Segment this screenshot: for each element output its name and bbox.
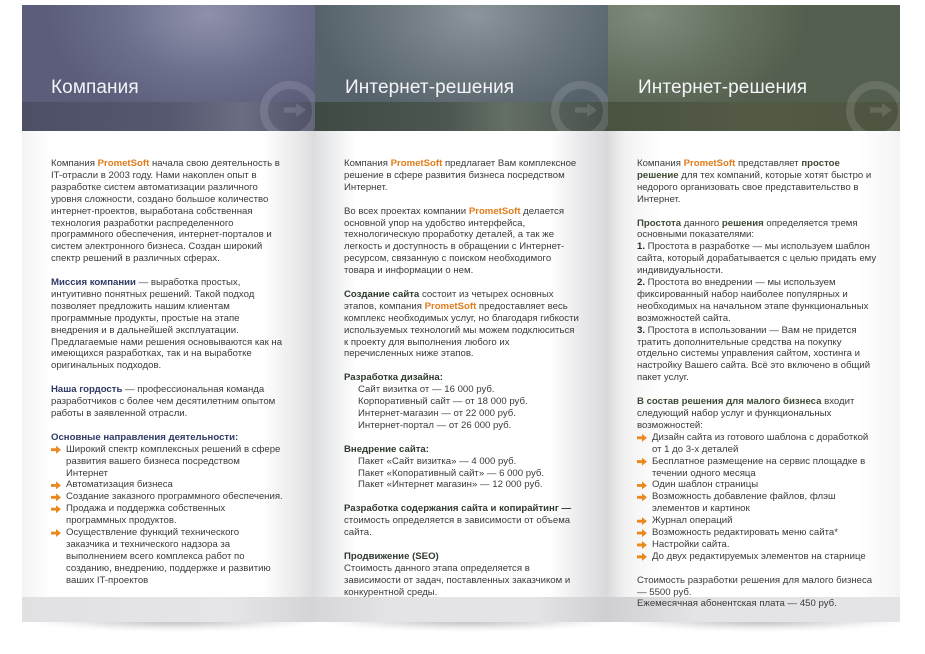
simplicity-label: Простота xyxy=(637,217,682,229)
seo-heading: Продвижение (SEO) xyxy=(344,550,439,562)
text: делается основной упор на удобство интерфейса, технологическую проработку деталей, а так же легкость и доступность в обращении с Интернет-ресурсом, связанную с поиском необходимого товара и информации о нем. xyxy=(344,205,565,277)
arrow-right-icon xyxy=(51,505,61,513)
brand-name: PrometSoft xyxy=(390,158,443,169)
small-business-intro xyxy=(637,396,877,432)
point-number: 3. xyxy=(637,324,646,336)
price-line: Пакет «Интернет магазин» — 12 000 руб. xyxy=(358,479,543,491)
pride-label: Наша гордость xyxy=(51,384,123,396)
panel-footer xyxy=(315,597,608,622)
text: входит следующий набор услуг и функциональных возможностей: xyxy=(637,396,855,431)
panel-header xyxy=(22,5,315,131)
arrow-right-icon xyxy=(637,481,647,489)
text: Настройки сайта. xyxy=(652,538,730,550)
projects-paragraph xyxy=(344,206,579,277)
text: Осуществление функций технического заказчика и технического надзора за выполнением всего комплекса работ по созданию, внедрению, поддержке и развитию ваших IT-проектов xyxy=(66,527,271,586)
list-item xyxy=(637,539,877,551)
pricing-line: Стоимость разработки решения для малого бизнеса — 5500 руб. xyxy=(637,574,873,598)
arrow-right-icon xyxy=(637,493,647,501)
text: Возможность редактировать меню сайта* xyxy=(652,527,838,539)
text: Автоматизация бизнеса xyxy=(66,479,173,491)
text: Дизайн сайта из готового шаблона с доработкой от 1 до 3-х деталей xyxy=(652,431,869,455)
brand-name: PrometSoft xyxy=(683,158,736,169)
list-item xyxy=(51,527,283,587)
seo-text: Стоимость данного этапа определяется в зависимости от задач, поставленных заказчиком и конкурентной среды. xyxy=(344,562,571,598)
brand-name: PrometSoft xyxy=(97,158,150,169)
pricing-line: Ежемесячная абонентская плата — 450 руб. xyxy=(637,598,837,610)
text: определяется тремя основными показателями: xyxy=(637,217,858,241)
small-business-label: В состав решения для малого бизнеса xyxy=(637,396,822,408)
directions-list xyxy=(51,444,283,587)
brochure xyxy=(22,5,904,627)
features-list xyxy=(637,432,877,563)
creation-label: Создание сайта xyxy=(344,288,420,300)
design-heading: Разработка дизайна: xyxy=(344,372,443,384)
list-item xyxy=(51,491,283,503)
point-number: 2. xyxy=(637,277,646,289)
arrow-right-icon xyxy=(51,446,61,454)
panel-internet-solutions xyxy=(315,5,608,622)
simplicity-intro xyxy=(637,218,877,242)
arrow-right-icon xyxy=(51,529,61,537)
arrow-right-icon xyxy=(637,529,647,537)
panel-header xyxy=(608,5,900,131)
text: Простота в разработке — мы используем шаблон сайта, который дорабатывается с целью придать ему индивидуальности. xyxy=(637,241,877,277)
text: Широкий спектр комплексных решений в сфере развития вашего бизнеса посредством Интернет xyxy=(66,443,281,479)
text: начала свою деятельность в IT-отрасли в 2003 году. Нами накоплен опыт в разработке систем автоматизации различного уровня сложности, создано большое количество интернет-проектов, выработана собственная технология разработки распределенного программного обеспечения, интернет-порталов и систем электронного бизнеса. Создан широкий спектр решений в различных сферах. xyxy=(51,158,280,265)
text: Во всех проектах компании xyxy=(344,205,469,217)
arrow-right-icon xyxy=(51,481,61,489)
list-item xyxy=(51,503,283,527)
arrow-right-icon xyxy=(637,553,647,561)
arrow-right-icon xyxy=(637,458,647,466)
arrow-right-icon xyxy=(637,541,647,549)
price-line: Пакет «Копоративный сайт» — 6 000 руб. xyxy=(358,467,545,479)
text: Компания xyxy=(344,158,391,169)
simple-solution-label: простое решение xyxy=(637,158,840,181)
creation-paragraph xyxy=(344,289,579,360)
text: До двух редактируемых элементов на старнице xyxy=(652,550,866,562)
panel-content xyxy=(637,158,877,610)
price-line: Интернет-магазин — от 22 000 руб. xyxy=(358,407,516,419)
panel-header xyxy=(315,5,608,131)
simplicity-point xyxy=(637,241,877,277)
text: Компания xyxy=(637,158,684,169)
panel-content xyxy=(51,158,283,598)
text: Журнал операций xyxy=(652,515,733,527)
list-item xyxy=(637,456,877,480)
panel-footer xyxy=(22,597,315,622)
list-item xyxy=(637,491,877,515)
price-line: Интернет-портал — от 26 000 руб. xyxy=(358,419,512,431)
price-line: Сайт визитка от — 16 000 руб. xyxy=(358,384,495,396)
mission-label: Миссия компании xyxy=(51,277,136,289)
text: Простота в использовании — Вам не придется тратить дополнительные средства на покупку отдельно системы управления сайтом, хостинга и настройку Вашего сайта. Всё это включено в общий пакет услуг. xyxy=(637,324,871,384)
text: — профессиональная команда разработчиков с более чем десятилетним опытом работы в заявленной отрасли. xyxy=(51,384,276,419)
text: Один шаблон страницы xyxy=(652,479,759,491)
price-line: Пакет «Сайт визитка» — 4 000 руб. xyxy=(358,455,517,467)
text: состоит из четырех основных этапов, компания xyxy=(344,288,554,312)
brand-name: PrometSoft xyxy=(424,300,477,312)
list-item xyxy=(637,515,877,527)
panel-content xyxy=(344,158,579,598)
intro-paragraph xyxy=(637,158,877,206)
arrow-right-icon xyxy=(51,493,61,501)
brand-name: PrometSoft xyxy=(468,205,521,217)
text: Продажа и поддержка собственных программных продуктов. xyxy=(66,503,226,527)
panel-title: Компания xyxy=(51,77,139,98)
text: для тех компаний, которые хотят быстро и недорого организовать свое представительство в Интернет. xyxy=(637,169,872,205)
panel-small-business-solution xyxy=(608,5,900,622)
implementation-heading: Внедрение сайта: xyxy=(344,443,429,455)
content-dev-paragraph xyxy=(344,503,579,539)
text: стоимость определяется в зависимости от объема сайта. xyxy=(344,515,571,539)
solution-label: решения xyxy=(721,217,764,229)
simplicity-point xyxy=(637,325,877,385)
text: Возможность добавление файлов, флэш элементов и картинок xyxy=(652,491,836,515)
text: — выработка простых, интуитивно понятных решений. Такой подход позволяет предложить нашим клиентам программные продукты, простые на этапе внедрения и в дальнейшей эксплуатации. Предлагаемые нами решения основываются как на имеющихся разработках, так и на выработке оригинальных подходов. xyxy=(51,277,283,372)
intro-paragraph xyxy=(51,158,283,265)
mission-paragraph xyxy=(51,277,283,372)
panel-title: Интернет-решения xyxy=(638,77,808,98)
list-item xyxy=(637,479,877,491)
arrow-right-icon xyxy=(637,517,647,525)
text: предлагает Вам комплексное решение в сфере развития бизнеса посредством Интернет. xyxy=(344,158,577,193)
intro-paragraph xyxy=(344,158,579,194)
list-item xyxy=(637,527,877,539)
arrow-right-icon xyxy=(637,434,647,442)
text: данного xyxy=(681,217,722,229)
simplicity-point xyxy=(637,277,877,325)
panel-company xyxy=(22,5,315,622)
list-item xyxy=(637,432,877,456)
text: представляет xyxy=(735,158,802,169)
text: предоставляет весь комплекс необходимых услуг, но благодаря гибкости используемых технологий мы можем подклюситься к проекту для выполнения любого их перечисленных ниже этапов. xyxy=(344,300,579,360)
price-line: Корпоративный сайт — от 18 000 руб. xyxy=(358,396,528,408)
text: Бесплатное размещение на сервис площадке в течении одного месяца xyxy=(652,455,866,479)
text: Создание заказного программного обеспечения. xyxy=(66,491,283,503)
text: Компания xyxy=(51,158,98,169)
list-item xyxy=(637,551,877,563)
list-item xyxy=(51,479,283,491)
content-dev-label: Разработка содержания сайта и копирайтинг — xyxy=(344,503,572,515)
text: Простота во внедрении — мы используем фиксированный набор наиболее популярных и необходимых на начальном этапе функциональных возможностей сайта. xyxy=(637,277,869,324)
directions-heading: Основные направления деятельности: xyxy=(51,431,239,443)
pride-paragraph xyxy=(51,384,283,420)
point-number: 1. xyxy=(637,241,646,253)
list-item xyxy=(51,444,283,480)
panel-title: Интернет-решения xyxy=(345,77,515,98)
